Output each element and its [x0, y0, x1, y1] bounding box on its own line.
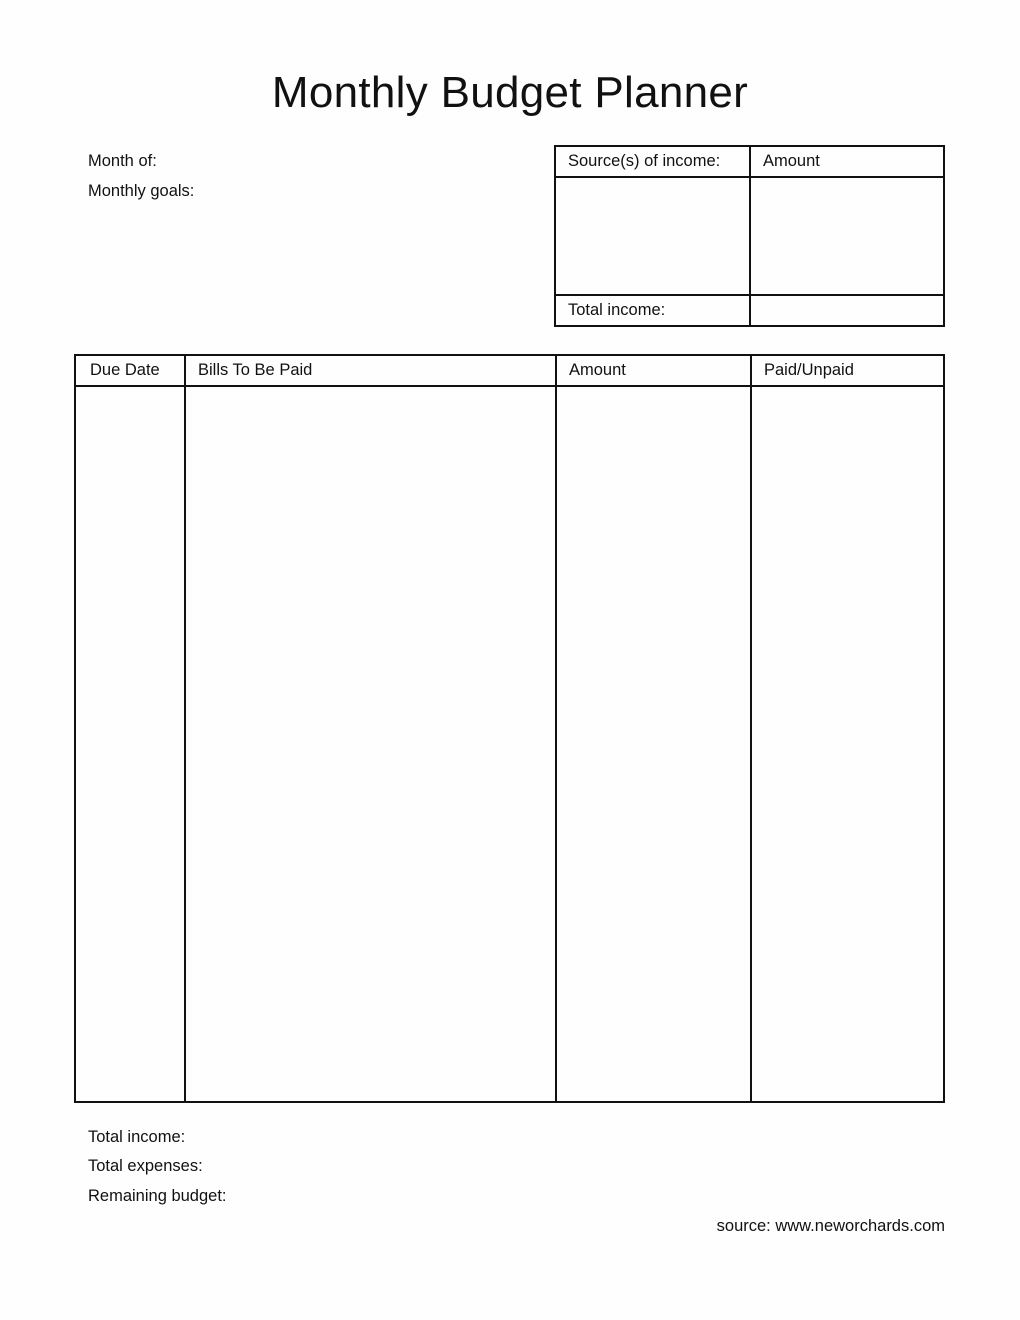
page-title: Monthly Budget Planner: [271, 68, 749, 117]
amount-cell[interactable]: [556, 386, 751, 1102]
bills-header: Bills To Be Paid: [185, 355, 556, 386]
income-source-cell[interactable]: [555, 177, 750, 295]
income-total-label: Total income:: [555, 295, 750, 326]
source-credit: source: www.neworchards.com: [716, 1217, 945, 1235]
income-total-cell[interactable]: [750, 295, 944, 326]
remaining-budget-label: Remaining budget:: [88, 1187, 227, 1205]
income-source-header: Source(s) of income:: [555, 146, 750, 177]
income-amount-header: Amount: [750, 146, 944, 177]
paid-unpaid-cell[interactable]: [751, 386, 944, 1102]
total-income-label: Total income:: [88, 1128, 186, 1146]
month-of-label: Month of:: [88, 152, 157, 170]
income-table: [554, 145, 945, 327]
total-expenses-label: Total expenses:: [88, 1157, 203, 1175]
bills-table: [74, 354, 945, 1103]
due-date-cell[interactable]: [75, 386, 185, 1102]
due-date-header: Due Date: [75, 355, 185, 386]
paid-unpaid-header: Paid/Unpaid: [751, 355, 944, 386]
income-amount-cell[interactable]: [750, 177, 944, 295]
bills-cell[interactable]: [185, 386, 556, 1102]
amount-header: Amount: [556, 355, 751, 386]
monthly-goals-label: Monthly goals:: [88, 182, 195, 200]
